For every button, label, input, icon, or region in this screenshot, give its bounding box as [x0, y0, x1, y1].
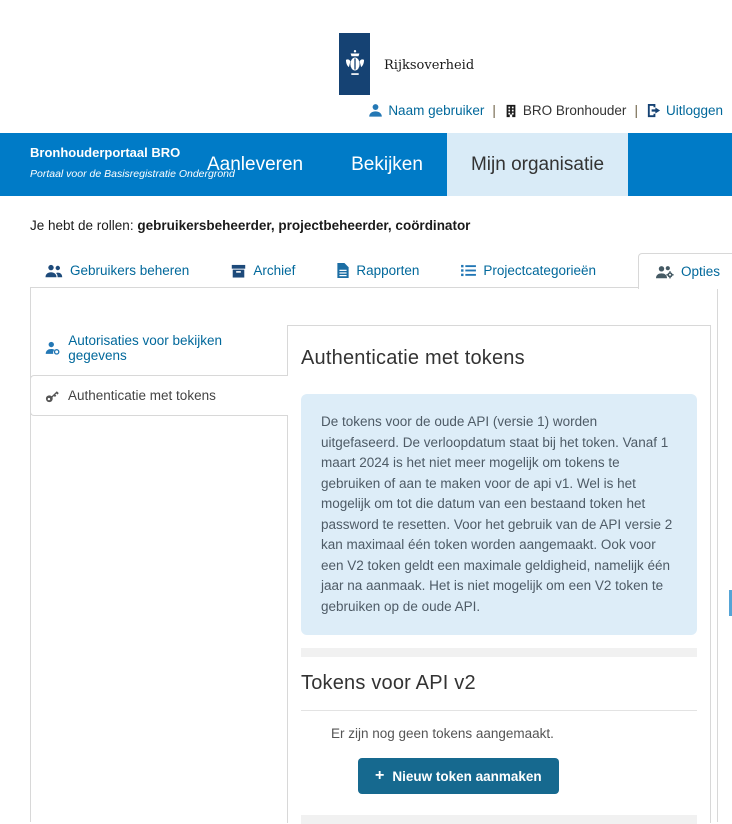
- tab-label: Projectcategorieën: [483, 263, 596, 278]
- user-icon: [368, 103, 383, 118]
- tab-opties[interactable]: [638, 253, 732, 289]
- new-token-button[interactable]: [358, 758, 559, 794]
- roles-list: gebruikersbeheerder, projectbeheerder, coördinator: [137, 218, 471, 233]
- tab-label: Gebruikers beheren: [70, 263, 190, 278]
- nav-item-bekijken[interactable]: Bekijken: [351, 154, 423, 175]
- roles-line: [30, 218, 470, 233]
- archive-icon: [231, 264, 246, 278]
- rijksoverheid-logo[interactable]: [339, 0, 474, 95]
- key-icon: [45, 388, 60, 403]
- section-divider: [301, 648, 697, 657]
- side-item-autorisaties[interactable]: [31, 321, 288, 375]
- tab-projectcategorieen[interactable]: [461, 253, 596, 288]
- nav-items: [183, 133, 628, 196]
- users-icon: [45, 264, 63, 278]
- list-icon: [461, 264, 476, 277]
- roles-prefix: Je hebt de rollen:: [30, 218, 138, 233]
- logout-icon: [646, 103, 661, 118]
- logo-wordmark: Rijksoverheid: [384, 58, 475, 73]
- logout-label: Uitloggen: [665, 103, 723, 118]
- user-bar: [368, 103, 723, 118]
- options-side-nav: [31, 321, 288, 416]
- tab-label: Archief: [253, 263, 296, 278]
- tab-label: Rapporten: [356, 263, 420, 278]
- tokens-card: [287, 325, 711, 823]
- tab-archief[interactable]: [231, 253, 295, 288]
- section-title: Tokens voor API v2: [301, 672, 476, 694]
- organisation-label: BRO Bronhouder: [522, 103, 627, 118]
- section-divider: [301, 815, 697, 824]
- tab-gebruikers-beheren[interactable]: [45, 253, 189, 288]
- rule: [301, 710, 697, 711]
- side-item-label: Authenticatie met tokens: [68, 388, 216, 403]
- user-link[interactable]: [368, 103, 484, 118]
- organisation-link[interactable]: [504, 103, 627, 118]
- report-icon: [337, 263, 349, 278]
- nav-item-aanleveren[interactable]: Aanleveren: [207, 154, 304, 175]
- rijksoverheid-crest-icon: [343, 47, 367, 81]
- user-label: Naam gebruiker: [388, 103, 485, 118]
- side-item-label: Autorisaties voor bekijken gegevens: [68, 333, 223, 363]
- tab-label: Opties: [680, 264, 721, 279]
- side-item-authenticatie[interactable]: [30, 375, 288, 416]
- main-navbar: [0, 133, 732, 196]
- separator: |: [492, 103, 496, 118]
- user-check-icon: [45, 341, 60, 355]
- options-panel: [30, 287, 718, 822]
- brand-title: Bronhouderportaal BRO: [30, 145, 181, 160]
- building-icon: [504, 104, 518, 118]
- logo-banner: [339, 33, 370, 95]
- token-notice: De tokens voor de oude API (versie 1) worden uitgefaseerd. De verloopdatum staat bij het token. Vanaf 1 maart 2024 is het niet meer mogelijk om tokens te gebruiken of aan te maken voor de api v1. Wel is het mogelijk om tot die datum van een bestaand token het password te resetten. Voor het gebruik van de API versie 2 kan maximaal één token worden aangemaakt. Ook voor een V2 token geldt een maximale geldigheid, namelijk één jaar na aanmaak. Het is niet mogelijk om een V2 token te gebruiken op de oude API.: [301, 394, 697, 635]
- logout-link[interactable]: [646, 103, 723, 118]
- new-token-button-label: Nieuw token aanmaken: [392, 768, 542, 784]
- tabbar: [45, 253, 732, 288]
- separator: |: [634, 103, 638, 118]
- empty-tokens-text: Er zijn nog geen tokens aangemaakt.: [331, 726, 554, 741]
- plus-icon: +: [375, 767, 385, 784]
- tab-rapporten[interactable]: [337, 253, 419, 288]
- users-gear-icon: [656, 265, 674, 279]
- card-title: Authenticatie met tokens: [301, 347, 525, 369]
- nav-item-mijn-organisatie[interactable]: Mijn organisatie: [447, 133, 628, 196]
- brand-subtitle: Portaal voor de Basisregistratie Ondergrond: [30, 168, 235, 180]
